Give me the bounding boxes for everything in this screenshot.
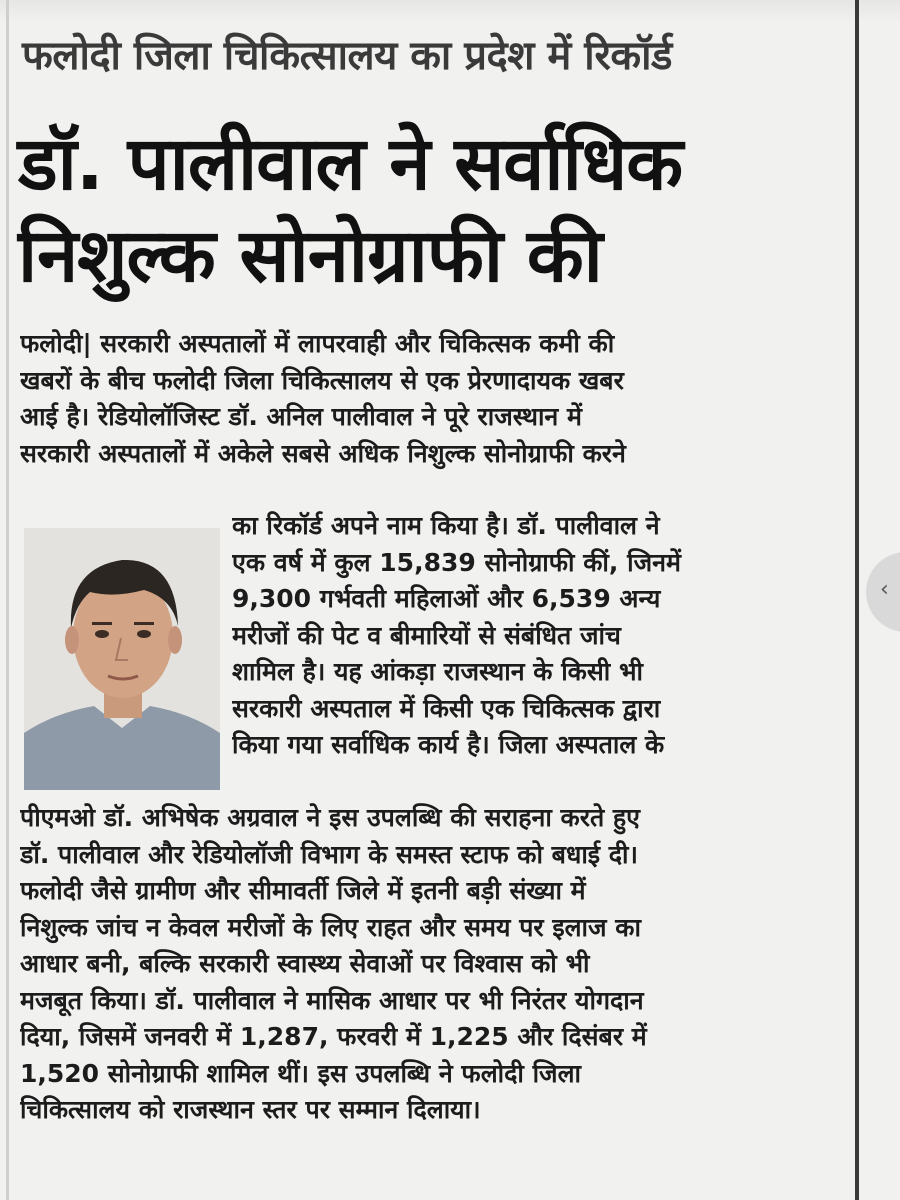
body-line: सरकारी अस्पताल में किसी एक चिकित्सक द्वारा [232,693,661,723]
body-line: निशुल्क जांच न केवल मरीजों के लिए राहत और समय पर इलाज का [20,912,641,942]
body-line: एक वर्ष में कुल 15,839 सोनोग्राफी कीं, जिनमें [232,547,681,577]
body-line: आधार बनी, बल्कि सरकारी स्वास्थ्य सेवाओं पर विश्वास को भी [20,949,590,978]
body-line: चिकित्सालय को राजस्थान स्तर पर सम्मान दिलाया। [20,1095,481,1124]
body-line: आई है। रेडियोलॉजिस्ट डॉ. अनिल पालीवाल ने पूरे राजस्थान में [20,402,582,431]
body-line: मजबूत किया। डॉ. पालीवाल ने मासिक आधार पर भी निरंतर योगदान [20,985,644,1015]
doctor-photo [24,528,220,790]
chevron-left-icon[interactable]: ‹ [880,577,889,602]
body-line: किया गया सर्वाधिक कार्य है। जिला अस्पताल के [232,730,665,759]
body-line: फलोदी| सरकारी अस्पतालों में लापरवाही और चिकित्सक कमी की [20,329,615,358]
article-body-conclusion [20,800,840,1129]
body-line: सरकारी अस्पतालों में अकेले सबसे अधिक निशुल्क सोनोग्राफी करने [20,438,626,468]
body-line: मरीजों की पेट व बीमारियों से संबंधित जांच [232,620,621,650]
body-line: का रिकॉर्ड अपने नाम किया है। डॉ. पालीवाल ने [232,511,660,540]
body-line: दिया, जिसमें जनवरी में 1,287, फरवरी में 1,225 और दिसंबर में [20,1022,647,1051]
right-column-rule [855,0,859,1200]
body-line: 1,520 सोनोग्राफी शामिल थीं। इस उपलब्धि ने फलोदी जिला [20,1058,582,1088]
body-line: 9,300 गर्भवती महिलाओं और 6,539 अन्य [232,584,661,613]
article-headline [18,118,848,302]
body-line: फलोदी जैसे ग्रामीण और सीमावर्ती जिले में इतनी बड़ी संख्या में [20,876,586,905]
body-line: शामिल है। यह आंकड़ा राजस्थान के किसी भी [232,657,644,686]
article-kicker: फलोदी जिला चिकित्सालय का प्रदेश में रिकॉर्ड [22,33,672,79]
article-body-intro [20,326,840,472]
person-portrait-icon [24,528,220,790]
article-body-beside-photo [232,508,840,764]
body-line: डॉ. पालीवाल और रेडियोलॉजी विभाग के समस्त स्टाफ को बधाई दी। [20,839,639,869]
body-line: पीएमओ डॉ. अभिषेक अग्रवाल ने इस उपलब्धि की सराहना करते हुए [20,803,641,832]
left-column-rule [6,0,9,1200]
body-line: खबरों के बीच फलोदी जिला चिकित्सालय से एक प्रेरणादायक खबर [20,365,624,395]
headline-line: निशुल्क सोनोग्राफी की [18,213,602,299]
page-top-edge [0,0,900,22]
headline-line: डॉ. पालीवाल ने सर्वाधिक [18,121,683,207]
